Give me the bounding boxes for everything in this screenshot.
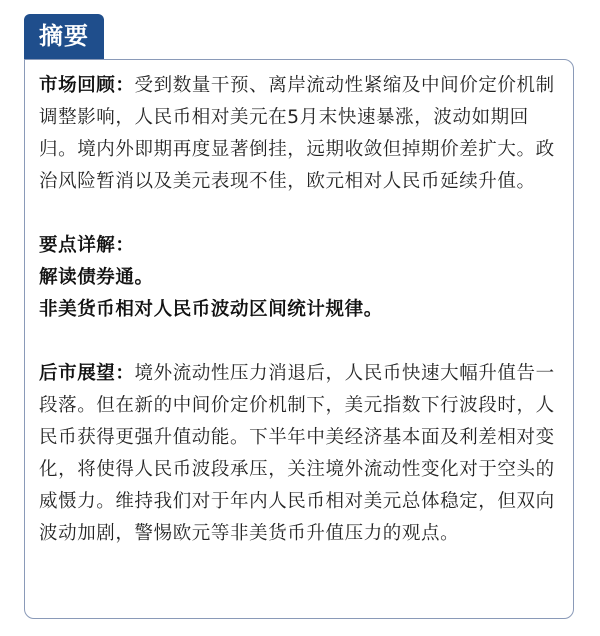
paragraph-spacer: [39, 198, 559, 230]
key-point-item-1: 解读债券通。: [39, 267, 154, 288]
market-review-text: 受到数量干预、离岸流动性紧缩及中间价定价机制调整影响，人民币相对美元在5月末快速暴涨，波动如期回归。境内外即期再度显著倒挂，远期收敛但掉期价差扩大。政治风险暂消以及美元表现不佳，欧元相对人民币延续升值。: [39, 75, 555, 192]
market-review-paragraph: [39, 70, 559, 198]
paragraph-spacer: [39, 326, 559, 358]
summary-content: [39, 70, 559, 550]
outlook-text: 境外流动性压力消退后，人民币快速大幅升值告一段落。但在新的中间价定价机制下，美元指数下行波段时，人民币获得更强升值动能。下半年中美经济基本面及利差相对变化，将使得人民币波段承压，关注境外流动性变化对于空头的威慑力。维持我们对于年内人民币相对美元总体稳定，但双向波动加剧，警惕欧元等非美货币升值压力的观点。: [39, 363, 555, 544]
market-review-label: 市场回顾：: [39, 75, 135, 96]
key-point-item-2: 非美货币相对人民币波动区间统计规律。: [39, 299, 383, 320]
key-points-label: 要点详解：: [39, 235, 135, 256]
summary-tab: 摘要: [24, 14, 104, 59]
outlook-paragraph: [39, 358, 559, 550]
summary-box: [24, 59, 574, 619]
outlook-label: 后市展望：: [39, 363, 135, 384]
